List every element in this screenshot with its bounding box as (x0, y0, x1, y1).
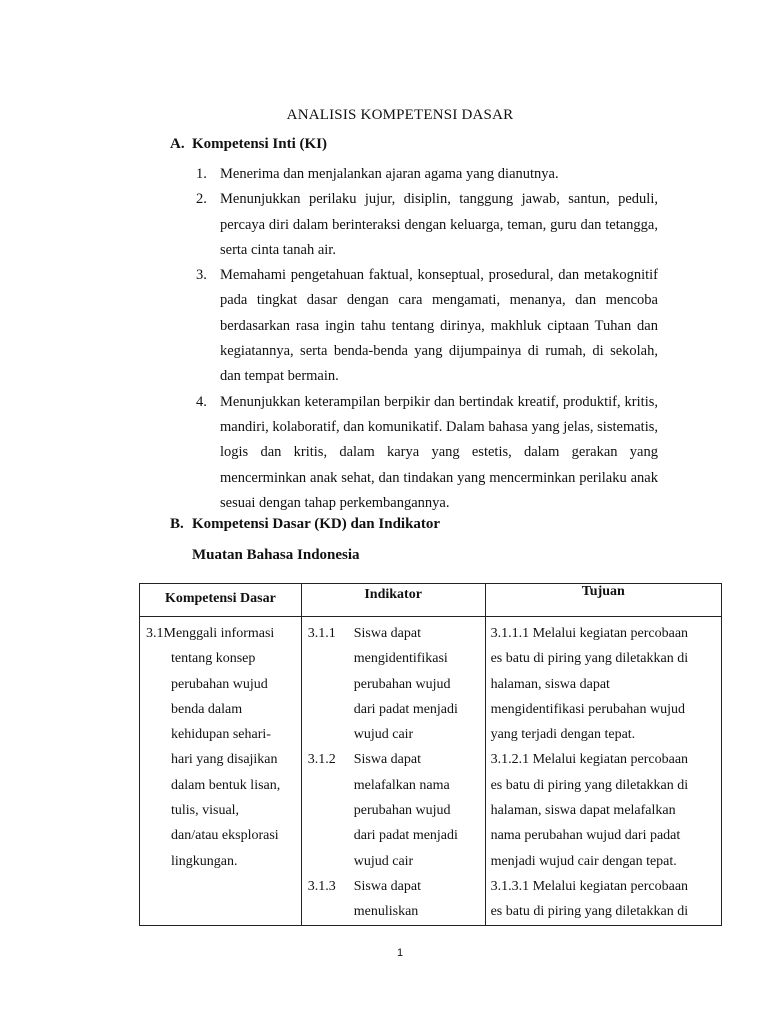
indikator-number: 3.1.1 (307, 626, 336, 641)
indikator-line: Siswa dapat (353, 752, 421, 768)
ki-item (196, 390, 658, 516)
ki-list (196, 162, 658, 516)
ki-item (196, 263, 658, 389)
tujuan-cell (485, 617, 721, 926)
indikator-line: wujud cair (353, 853, 414, 869)
ki-item-number: 3. (196, 267, 207, 284)
section-b-heading (170, 516, 440, 533)
tujuan-line: 3.1.2.1 Melalui kegiatan percobaan (490, 752, 689, 768)
tujuan-line: halaman, siswa dapat (490, 676, 610, 692)
indikator-line: dari padat menjadi (353, 701, 458, 717)
ki-item-number: 2. (196, 191, 207, 208)
indikator-line: Siswa dapat (353, 626, 421, 641)
indikator-line: perubahan wujud (353, 803, 451, 819)
indikator-line: mengidentifikasi (353, 651, 448, 667)
ki-item-text: Memahami pengetahuan faktual, konseptual, prosedural, dan metakognitif pada tingkat dasar dengan cara mengamati, menanya, dan mencoba berdasarkan rasa ingin tahu tentang dirinya, makhluk ciptaan Tuhan dan kegiatannya, serta benda-benda yang dijumpainya di rumah, di sekolah, dan tempat bermain. (220, 267, 658, 385)
kd-line: lingkungan. (171, 853, 238, 869)
ki-item-text: Menerima dan menjalankan ajaran agama yang dianutnya. (220, 166, 559, 182)
page-number: 1 (396, 947, 404, 959)
section-a-heading (170, 136, 327, 153)
section-b-title: Kompetensi Dasar (KD) dan Indikator (192, 516, 441, 532)
indikator-item (308, 621, 481, 747)
indikator-line: Siswa dapat (353, 878, 421, 894)
tujuan-line: nama perubahan wujud dari padat (490, 828, 681, 844)
kd-cell (140, 617, 302, 926)
muatan-subheading: Muatan Bahasa Indonesia (192, 547, 360, 563)
tujuan-line: 3.1.3.1 Melalui kegiatan percobaan (490, 878, 689, 894)
tujuan-line: halaman, siswa dapat melafalkan (490, 803, 676, 819)
kd-line: tulis, visual, (171, 803, 240, 819)
section-a-letter: A. (170, 136, 185, 152)
tujuan-line: es batu di piring yang diletakkan di (490, 777, 689, 793)
table-header-row (140, 584, 722, 617)
kd-line: hari yang disajikan (171, 752, 278, 768)
tujuan-line: es batu di piring yang diletakkan di (490, 904, 689, 920)
indikator-cell (301, 617, 485, 926)
indikator-number: 3.1.2 (307, 752, 336, 768)
tujuan-line: yang terjadi dengan tepat. (490, 727, 636, 743)
kd-line: benda dalam (171, 701, 243, 717)
indikator-line: menuliskan (353, 904, 419, 920)
kd-line: kehidupan sehari- (171, 727, 271, 743)
header-kompetensi-dasar-label: Kompetensi Dasar (164, 591, 276, 606)
indikator-line: melafalkan nama (353, 777, 450, 793)
ki-item (196, 162, 658, 187)
indikator-line: dari padat menjadi (353, 828, 458, 844)
tujuan-line: mengidentifikasi perubahan wujud (490, 701, 685, 717)
header-tujuan-label: Tujuan (581, 584, 625, 599)
kd-line: dan/atau eksplorasi (171, 828, 279, 844)
page-title: ANALISIS KOMPETENSI DASAR (286, 107, 514, 123)
header-indikator (301, 584, 485, 617)
table-row (140, 617, 722, 926)
indikator-item (308, 874, 481, 925)
tujuan-line: es batu di piring yang diletakkan di (490, 651, 689, 667)
header-indikator-label: Indikator (364, 587, 422, 602)
indikator-number: 3.1.3 (307, 878, 336, 894)
kd-line: tentang konsep (171, 651, 256, 667)
indikator-line: perubahan wujud (353, 676, 451, 692)
section-a-title: Kompetensi Inti (KI) (192, 136, 327, 152)
tujuan-line: 3.1.1.1 Melalui kegiatan percobaan (490, 626, 689, 641)
tujuan-line: menjadi wujud cair dengan tepat. (490, 853, 677, 869)
indikator-item (308, 747, 481, 873)
kd-number: 3.1 (146, 626, 164, 641)
kd-line: perubahan wujud (171, 676, 268, 692)
ki-item-number: 4. (196, 393, 207, 410)
ki-item-text: Menunjukkan keterampilan berpikir dan bertindak kreatif, produktif, kritis, mandiri, kolaboratif, dan komunikatif. Dalam bahasa yang jelas, sistematis, logis dan kritis, dalam karya yang estetis, dalam gerakan yang mencerminkan anak sehat, dan tindakan yang mencerminkan perilaku anak sesuai dengan tahap perkembangannya. (220, 393, 658, 511)
ki-item-text: Menunjukkan perilaku jujur, disiplin, tanggung jawab, santun, peduli, percaya diri dalam berinteraksi dengan keluarga, teman, guru dan tetangga, serta cinta tanah air. (220, 191, 658, 258)
header-tujuan (485, 584, 721, 617)
header-kompetensi-dasar (140, 584, 302, 617)
kd-line: Menggali informasi (163, 626, 275, 641)
ki-item-number: 1. (196, 166, 207, 182)
ki-item (196, 187, 658, 263)
indikator-line: wujud cair (353, 727, 414, 743)
kd-line: dalam bentuk lisan, (171, 777, 281, 793)
kd-table (139, 583, 722, 926)
section-b-letter: B. (170, 516, 184, 532)
